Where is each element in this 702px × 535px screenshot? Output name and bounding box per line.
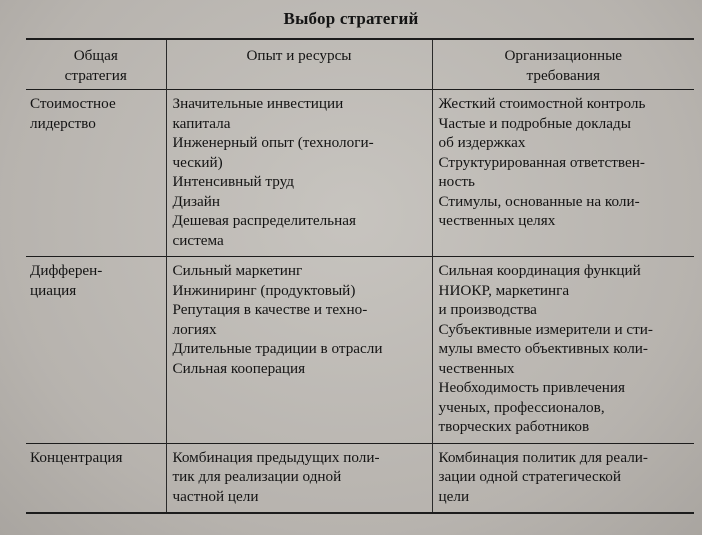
cell-line: Субъективные измерители и сти- [438, 320, 653, 338]
cell-line: Комбинация политик для реали- [438, 448, 648, 466]
requirements-cell [432, 257, 694, 444]
table-body [26, 90, 694, 514]
header-general-strategy [26, 39, 166, 90]
table-row [26, 90, 694, 257]
strategy-table [26, 38, 694, 514]
cell-line: Стимулы, основанные на коли- [438, 192, 640, 210]
cell-line: Жесткий стоимостной контроль [438, 95, 646, 112]
cell-line: Сильный маркетинг [172, 262, 303, 279]
cell-line: тик для реализации одной [172, 468, 342, 485]
table-title: Выбор стратегий [283, 9, 419, 28]
cell-line: ученых, профессионалов, [438, 398, 605, 416]
header-row [26, 39, 694, 90]
requirements-cell [432, 90, 694, 257]
cell-line: чественных [438, 359, 515, 377]
table-header [26, 39, 694, 90]
cell-line: об издержках [438, 134, 526, 151]
cell-line: частной цели [172, 487, 259, 505]
cell-line: Частые и подробные доклады [438, 114, 631, 132]
cell-line: зации одной стратегической [438, 468, 622, 485]
cell-line: Дешевая распределительная [172, 212, 356, 229]
strategy-cell [26, 90, 166, 257]
cell-line: Длительные традиции в отрасли [172, 340, 383, 357]
cell-line: ческий) [172, 153, 223, 171]
cell-line: Необходимость привлечения [438, 379, 626, 396]
cell-line: Инжиниринг (продуктовый) [172, 281, 356, 299]
resources-cell [166, 90, 432, 257]
resources-cell [166, 443, 432, 513]
cell-line: Структурированная ответствен- [438, 153, 645, 171]
requirements-cell [432, 443, 694, 513]
cell-line: мулы вместо объективных коли- [438, 340, 648, 357]
cell-line: Сильная кооперация [172, 359, 306, 377]
cell-line: Концентрация [30, 448, 123, 466]
cell-line: чественных целях [438, 212, 556, 229]
header-org-requirements [432, 39, 694, 90]
cell-line: лидерство [30, 114, 96, 132]
cell-line: НИОКР, маркетинга [438, 281, 570, 299]
strategy-cell [26, 257, 166, 444]
cell-line: Дизайн [172, 192, 220, 210]
table-row [26, 257, 694, 444]
cell-line: капитала [172, 114, 231, 132]
header-experience-resources [166, 39, 432, 90]
cell-line: Сильная координация функций [438, 262, 641, 279]
cell-line: ность [438, 173, 475, 190]
table-row [26, 443, 694, 513]
cell-line: Инженерный опыт (технологи- [172, 134, 374, 151]
header-line: Общая [73, 47, 118, 64]
cell-line: Стоимостное [30, 95, 116, 112]
header-line: требования [526, 66, 600, 84]
cell-line: логиях [172, 320, 217, 338]
cell-line: и производства [438, 301, 537, 318]
cell-line: система [172, 231, 224, 249]
cell-line: Комбинация предыдущих поли- [172, 448, 380, 466]
cell-line: цели [438, 487, 470, 505]
cell-line: Репутация в качестве и техно- [172, 301, 368, 318]
header-line: Организационные [504, 47, 623, 64]
cell-line: циация [30, 281, 77, 299]
strategy-cell [26, 443, 166, 513]
resources-cell [166, 257, 432, 444]
cell-line: Интенсивный труд [172, 173, 294, 190]
cell-line: Значительные инвестиции [172, 95, 344, 112]
header-line: Опыт и ресурсы [246, 47, 352, 64]
cell-line: творческих работников [438, 418, 590, 435]
header-line: стратегия [64, 66, 127, 84]
cell-line: Дифферен- [30, 262, 103, 279]
